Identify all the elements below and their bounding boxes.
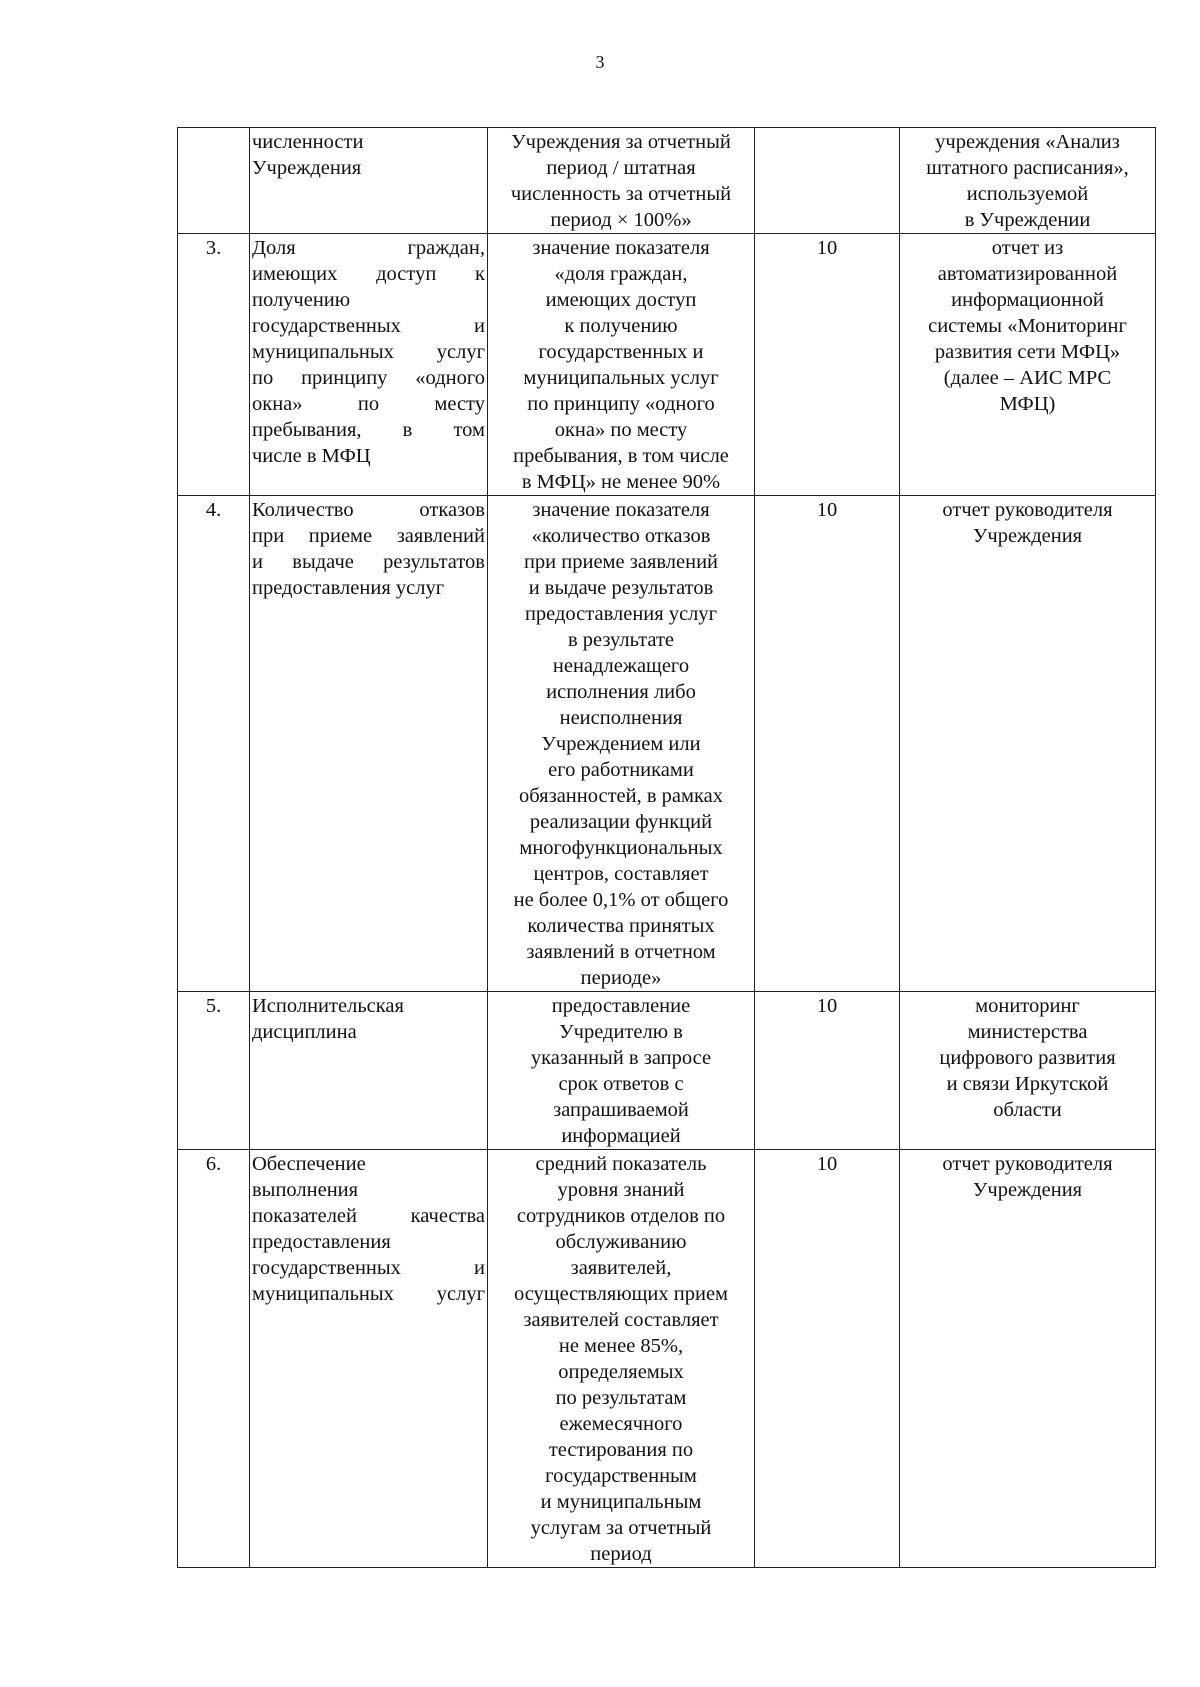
indicator-points: 10	[755, 496, 900, 992]
indicator-formula-line: численность за отчетный	[510, 183, 732, 205]
indicator-name-line: предоставления услуг	[252, 577, 445, 599]
indicator-formula	[488, 496, 755, 992]
indicator-name	[250, 234, 488, 496]
table-row	[178, 234, 1156, 496]
indicator-formula-line: значение показателя	[532, 237, 710, 259]
indicator-formula	[488, 1150, 755, 1568]
indicator-formula-line: не более 0,1% от общего	[513, 889, 729, 911]
indicator-source	[900, 128, 1156, 234]
indicator-name-line: числе в МФЦ	[252, 445, 371, 467]
indicator-formula-line: «доля граждан,	[554, 263, 688, 285]
indicator-source-line: и связи Иркутской	[946, 1073, 1109, 1095]
indicator-formula-line: предоставление	[551, 995, 691, 1017]
indicator-formula-line: средний показатель	[535, 1153, 707, 1175]
indicator-formula-line: Учреждения за отчетный	[511, 131, 731, 153]
indicator-points	[755, 128, 900, 234]
indicator-formula-line: многофункциональных	[519, 837, 723, 859]
row-number: 6.	[178, 1150, 250, 1568]
indicator-formula-line: заявлений в отчетном	[526, 941, 716, 963]
indicator-formula-line: по принципу «одного	[527, 393, 715, 415]
indicator-formula-line: и муниципальным	[540, 1491, 702, 1513]
indicator-source-line: используемой	[966, 183, 1089, 205]
indicator-source-line: автоматизированной	[937, 263, 1118, 285]
indicator-formula	[488, 234, 755, 496]
indicator-formula-line: заявителей составляет	[523, 1309, 719, 1331]
indicators-table	[177, 127, 1156, 1568]
indicator-name-line: государственных и	[252, 315, 485, 337]
indicator-formula-line: период × 100%»	[550, 209, 692, 231]
indicator-source	[900, 992, 1156, 1150]
page-number: 3	[595, 52, 605, 72]
indicator-name-line: при приеме заявлений	[252, 525, 485, 547]
indicator-formula-line: уровня знаний	[557, 1179, 685, 1201]
indicator-formula-line: сотрудников отделов по	[516, 1205, 726, 1227]
indicator-formula-line: осуществляющих прием	[513, 1283, 729, 1305]
row-number: 3.	[178, 234, 250, 496]
indicator-formula-line: пребывания, в том числе	[513, 445, 729, 467]
indicator-source-line: информационной	[951, 289, 1104, 311]
indicator-source-line: (далее – АИС МРС	[943, 367, 1112, 389]
indicator-name-line: Исполнительская	[252, 995, 404, 1017]
indicator-formula-line: указанный в запросе	[530, 1047, 712, 1069]
indicator-formula-line: тестирования по	[548, 1439, 694, 1461]
indicator-formula-line: определяемых	[558, 1361, 684, 1383]
indicator-formula-line: периоде»	[580, 967, 662, 989]
indicator-name-line: государственных и	[252, 1257, 485, 1279]
indicator-points: 10	[755, 1150, 900, 1568]
indicator-source-line: системы «Мониторинг	[928, 315, 1127, 337]
indicator-source-line: штатного расписания»,	[926, 157, 1129, 179]
indicator-formula-line: по результатам	[555, 1387, 687, 1409]
indicator-name-line: муниципальных услуг	[252, 1283, 485, 1305]
indicator-name-line: муниципальных услуг	[252, 341, 485, 363]
indicator-points: 10	[755, 234, 900, 496]
indicator-name-line: дисциплина	[252, 1021, 357, 1043]
indicator-name-line: предоставления	[252, 1231, 391, 1253]
indicator-name-line: выполнения	[252, 1179, 359, 1201]
indicator-name	[250, 496, 488, 992]
indicator-source-line: отчет руководителя	[942, 499, 1113, 521]
indicator-name-line: Обеспечение	[252, 1153, 366, 1175]
indicator-formula-line: исполнения либо	[546, 681, 696, 703]
indicator-name-line: Учреждения	[252, 157, 362, 179]
indicator-formula-line: неисполнения	[559, 707, 683, 729]
indicator-source-line: отчет из	[991, 237, 1064, 259]
indicator-source	[900, 234, 1156, 496]
row-number	[178, 128, 250, 234]
indicator-source-line: цифрового развития	[939, 1047, 1116, 1069]
indicator-formula-line: период	[590, 1543, 652, 1565]
indicator-source-line: Учреждения	[972, 525, 1083, 547]
indicator-formula-line: окна» по месту	[554, 419, 688, 441]
indicator-formula	[488, 128, 755, 234]
indicator-formula-line: «количество отказов	[531, 525, 711, 547]
indicator-formula-line: предоставления услуг	[524, 603, 718, 625]
indicator-formula-line: в результате	[567, 629, 675, 651]
indicator-source-line: развития сети МФЦ»	[934, 341, 1121, 363]
indicator-source	[900, 1150, 1156, 1568]
indicator-formula-line: информацией	[561, 1125, 681, 1147]
indicator-formula-line: центров, составляет	[533, 863, 709, 885]
indicator-formula-line: Учредителю в	[559, 1021, 683, 1043]
indicator-source-line: учреждения «Анализ	[935, 131, 1120, 153]
indicator-source-line: мониторинг	[975, 995, 1080, 1017]
indicator-name-line: имеющих доступ к	[252, 263, 485, 285]
indicator-formula-line: заявителей,	[570, 1257, 672, 1279]
indicator-source-line: отчет руководителя	[942, 1153, 1113, 1175]
indicator-formula-line: количества принятых	[527, 915, 715, 937]
indicator-formula-line: период / штатная	[546, 157, 696, 179]
indicator-formula-line: обслуживанию	[555, 1231, 687, 1253]
indicator-formula-line: и выдаче результатов	[528, 577, 714, 599]
indicator-source-line: министерства	[967, 1021, 1088, 1043]
indicator-formula-line: ежемесячного	[559, 1413, 683, 1435]
indicator-formula-line: к получению	[564, 315, 678, 337]
indicator-formula-line: услугам за отчетный	[530, 1517, 712, 1539]
indicator-formula-line: государственным	[545, 1465, 697, 1487]
indicator-formula-line: не менее 85%,	[558, 1335, 684, 1357]
indicator-source-line: в Учреждении	[964, 209, 1091, 231]
indicator-formula-line: Учреждением или	[541, 733, 701, 755]
indicator-source-line: области	[993, 1099, 1062, 1121]
indicator-formula	[488, 992, 755, 1150]
table-row	[178, 128, 1156, 234]
table-row	[178, 496, 1156, 992]
indicator-points: 10	[755, 992, 900, 1150]
indicator-name-line: численности	[252, 131, 364, 153]
indicator-source-line: Учреждения	[972, 1179, 1083, 1201]
indicator-formula-line: значение показателя	[532, 499, 710, 521]
indicator-name	[250, 992, 488, 1150]
indicator-name-line: Количество отказов	[252, 499, 485, 521]
indicator-source-line: МФЦ)	[999, 393, 1056, 415]
indicator-name-line: окна» по месту	[252, 393, 485, 415]
indicator-formula-line: в МФЦ» не менее 90%	[521, 471, 721, 493]
indicator-name-line: и выдаче результатов	[252, 551, 485, 573]
table-row	[178, 1150, 1156, 1568]
indicator-formula-line: реализации функций	[529, 811, 713, 833]
indicator-formula-line: обязанностей, в рамках	[519, 785, 723, 807]
indicator-formula-line: при приеме заявлений	[523, 551, 719, 573]
indicator-formula-line: его работниками	[548, 759, 694, 781]
indicator-name	[250, 128, 488, 234]
indicator-source	[900, 496, 1156, 992]
indicator-name	[250, 1150, 488, 1568]
table-row	[178, 992, 1156, 1150]
indicator-name-line: Доля граждан,	[252, 237, 485, 259]
indicator-formula-line: срок ответов с	[558, 1073, 684, 1095]
indicator-formula-line: имеющих доступ	[545, 289, 697, 311]
indicator-formula-line: государственных и	[538, 341, 704, 363]
indicator-formula-line: ненадлежащего	[552, 655, 690, 677]
indicator-formula-line: запрашиваемой	[553, 1099, 689, 1121]
row-number: 4.	[178, 496, 250, 992]
indicator-name-line: по принципу «одного	[252, 367, 485, 389]
indicator-name-line: получению	[252, 289, 351, 311]
indicator-name-line: показателей качества	[252, 1205, 485, 1227]
indicator-formula-line: муниципальных услуг	[523, 367, 719, 389]
indicator-name-line: пребывания, в том	[252, 419, 485, 441]
row-number: 5.	[178, 992, 250, 1150]
